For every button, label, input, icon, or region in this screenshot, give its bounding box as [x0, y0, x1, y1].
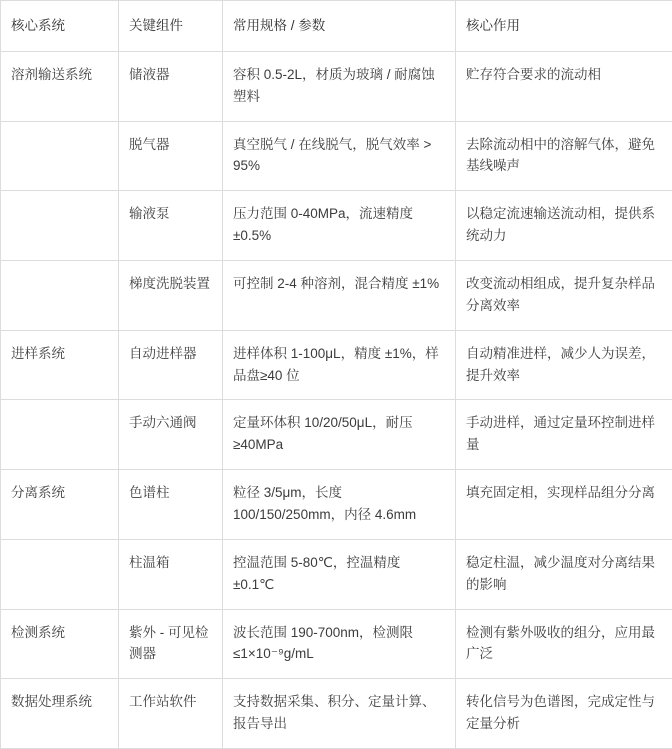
cell-spec: 压力范围 0-40MPa，流速精度 ±0.5%	[223, 191, 456, 261]
table-row	[1, 400, 672, 470]
cell-system: 进样系统	[1, 330, 119, 400]
cell-system	[1, 539, 119, 609]
cell-system: 溶剂输送系统	[1, 51, 119, 121]
cell-system: 检测系统	[1, 609, 119, 679]
table-body	[1, 51, 672, 748]
table-header	[1, 1, 672, 52]
cell-spec: 控温范围 5-80℃，控温精度 ±0.1℃	[223, 539, 456, 609]
cell-component: 储液器	[119, 51, 223, 121]
cell-role: 以稳定流速输送流动相，提供系统动力	[456, 191, 672, 261]
column-header-system: 核心系统	[1, 1, 119, 52]
cell-role: 手动进样，通过定量环控制进样量	[456, 400, 672, 470]
table-row	[1, 191, 672, 261]
table-row	[1, 261, 672, 331]
cell-component: 工作站软件	[119, 679, 223, 749]
cell-spec: 进样体积 1-100μL，精度 ±1%，样品盘≥40 位	[223, 330, 456, 400]
cell-system	[1, 191, 119, 261]
cell-system	[1, 400, 119, 470]
column-header-component: 关键组件	[119, 1, 223, 52]
cell-role: 改变流动相组成，提升复杂样品分离效率	[456, 261, 672, 331]
cell-spec: 定量环体积 10/20/50μL，耐压≥40MPa	[223, 400, 456, 470]
column-header-spec: 常用规格 / 参数	[223, 1, 456, 52]
table-row	[1, 679, 672, 749]
table-header-row	[1, 1, 672, 52]
cell-spec: 容积 0.5-2L，材质为玻璃 / 耐腐蚀塑料	[223, 51, 456, 121]
cell-role: 转化信号为色谱图，完成定性与定量分析	[456, 679, 672, 749]
cell-component: 色谱柱	[119, 470, 223, 540]
table-row	[1, 470, 672, 540]
cell-component: 紫外 - 可见检测器	[119, 609, 223, 679]
table-row	[1, 330, 672, 400]
cell-role: 自动精准进样，减少人为误差，提升效率	[456, 330, 672, 400]
cell-role: 填充固定相，实现样品组分分离	[456, 470, 672, 540]
cell-spec: 可控制 2-4 种溶剂，混合精度 ±1%	[223, 261, 456, 331]
cell-component: 脱气器	[119, 121, 223, 191]
cell-role: 去除流动相中的溶解气体，避免基线噪声	[456, 121, 672, 191]
cell-spec: 粒径 3/5μm，长度 100/150/250mm，内径 4.6mm	[223, 470, 456, 540]
table-row	[1, 609, 672, 679]
cell-system	[1, 121, 119, 191]
cell-role: 稳定柱温，减少温度对分离结果的影响	[456, 539, 672, 609]
cell-component: 输液泵	[119, 191, 223, 261]
table-row	[1, 51, 672, 121]
table-row	[1, 539, 672, 609]
cell-system	[1, 261, 119, 331]
table-row	[1, 121, 672, 191]
cell-role: 检测有紫外吸收的组分，应用最广泛	[456, 609, 672, 679]
column-header-role: 核心作用	[456, 1, 672, 52]
cell-spec: 真空脱气 / 在线脱气，脱气效率 > 95%	[223, 121, 456, 191]
cell-system: 分离系统	[1, 470, 119, 540]
cell-role: 贮存符合要求的流动相	[456, 51, 672, 121]
cell-component: 梯度洗脱装置	[119, 261, 223, 331]
cell-system: 数据处理系统	[1, 679, 119, 749]
cell-component: 柱温箱	[119, 539, 223, 609]
cell-component: 自动进样器	[119, 330, 223, 400]
cell-spec: 波长范围 190-700nm，检测限≤1×10⁻⁹g/mL	[223, 609, 456, 679]
cell-spec: 支持数据采集、积分、定量计算、报告导出	[223, 679, 456, 749]
cell-component: 手动六通阀	[119, 400, 223, 470]
